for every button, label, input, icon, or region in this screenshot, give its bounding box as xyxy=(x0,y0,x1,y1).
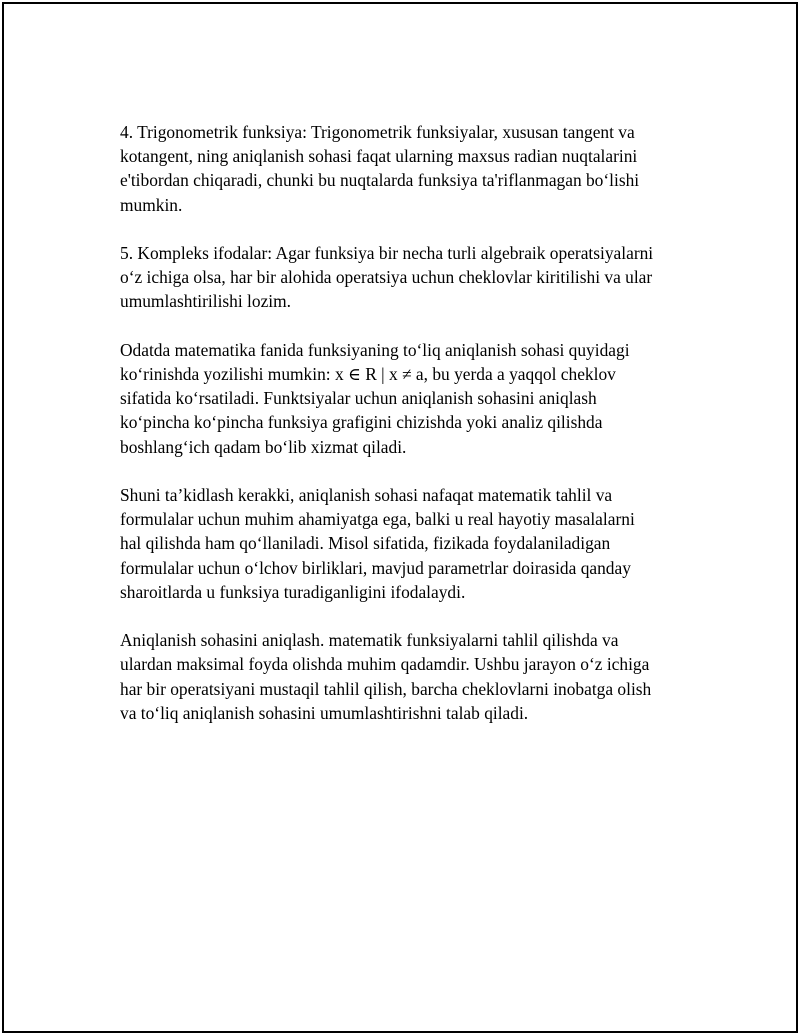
paragraph-trigonometric-function xyxy=(120,120,700,217)
text-line: formulalar uchun muhim ahamiyatga ega, balki u real hayotiy masalalarni xyxy=(120,509,635,530)
text-line: 4. Trigonometrik funksiya: Trigonometrik funksiyalar, xususan tangent va xyxy=(120,122,635,142)
text-line: ko‘rinishda yozilishi mumkin: x ∈ R | x ≠ a, bu yerda a yaqqol cheklov xyxy=(120,364,616,384)
paragraph-conclusion xyxy=(120,628,700,725)
text-line: ulardan maksimal foyda olishda muhim qadamdir. Ushbu jarayon o‘z ichiga xyxy=(120,654,650,675)
text-line: Shuni ta’kidlash kerakki, aniqlanish sohasi nafaqat matematik tahlil va xyxy=(120,485,613,505)
text-line: mumkin. xyxy=(120,194,183,215)
text-line: formulalar uchun o‘lchov birliklari, mavjud parametrlar doirasida qanday xyxy=(120,557,631,578)
text-line: va to‘liq aniqlanish sohasini umumlashtirishni talab qiladi. xyxy=(120,702,529,723)
text-line: hal qilishda ham qo‘llaniladi. Misol sifatida, fizikada foydalaniladigan xyxy=(120,533,611,554)
text-line: o‘z ichiga olsa, har bir alohida operatsiya uchun cheklovlar kiritilishi va ular xyxy=(120,267,653,288)
document-page xyxy=(2,2,798,1033)
text-line: kotangent, ning aniqlanish sohasi faqat ularning maxsus radian nuqtalarini xyxy=(120,146,638,167)
text-line: 5. Kompleks ifodalar: Agar funksiya bir necha turli algebraik operatsiyalarni xyxy=(120,243,654,263)
text-line: har bir operatsiyani mustaqil tahlil qilish, barcha cheklovlarni inobatga olish xyxy=(120,678,652,699)
document-body xyxy=(120,120,700,749)
text-line: Odatda matematika fanida funksiyaning to‘liq aniqlanish sohasi quyidagi xyxy=(120,339,630,360)
text-line: boshlang‘ich qadam bo‘lib xizmat qiladi. xyxy=(120,436,407,457)
text-line: sifatida ko‘rsatiladi. Funktsiyalar uchun aniqlanish sohasini aniqlash xyxy=(120,388,597,409)
text-line: sharoitlarda u funksiya turadiganligini ifodalaydi. xyxy=(120,581,466,602)
text-line: ko‘pincha ko‘pincha funksiya grafigini chizishda yoki analiz qilishda xyxy=(120,412,603,433)
paragraph-domain-notation xyxy=(120,338,700,459)
text-line: Aniqlanish sohasini aniqlash. matematik funksiyalarni tahlil qilishda va xyxy=(120,630,619,651)
text-line: umumlashtirilishi lozim. xyxy=(120,291,292,312)
paragraph-complex-expressions xyxy=(120,241,700,314)
text-line: e'tibordan chiqaradi, chunki bu nuqtalarda funksiya ta'riflanmagan bo‘lishi xyxy=(120,170,640,191)
paragraph-real-life-applications xyxy=(120,483,700,604)
